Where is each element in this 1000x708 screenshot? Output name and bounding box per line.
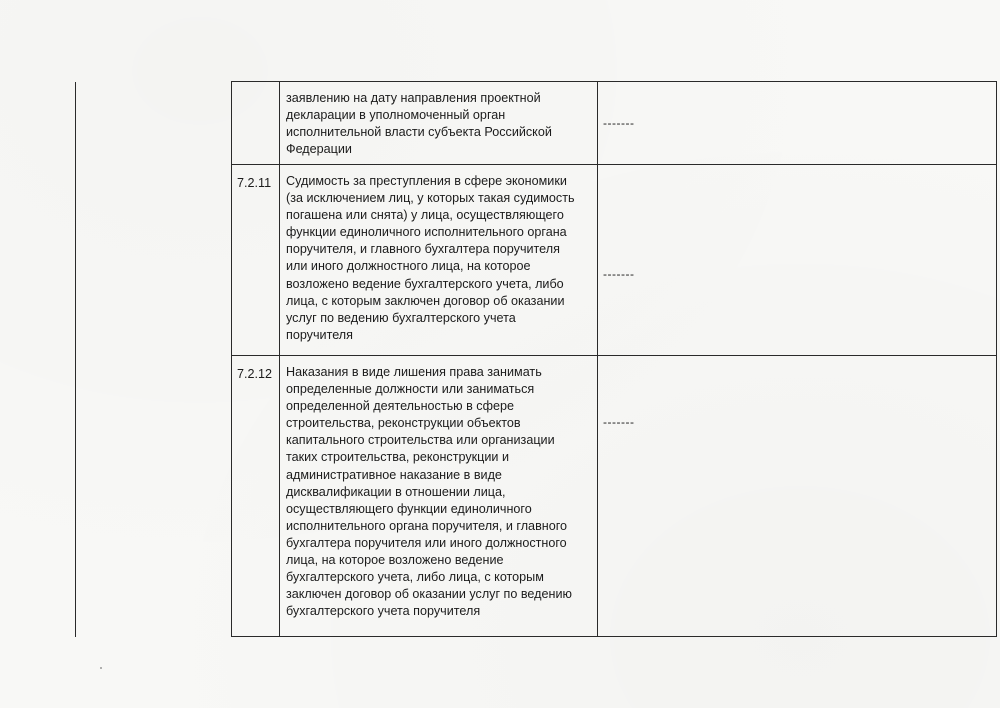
- description-line: функции единоличного исполнительного органа: [286, 225, 567, 240]
- description-line: поручителя: [286, 327, 353, 342]
- item-description: [280, 165, 597, 348]
- margin-cell: [76, 356, 232, 637]
- margin-cell: [76, 82, 232, 165]
- item-value-cell: [598, 82, 997, 165]
- description-line: Наказания в виде лишения права занимать: [286, 365, 542, 379]
- description-line: бухгалтера поручителя или иного должностного: [286, 535, 567, 550]
- item-value-cell: [598, 165, 997, 356]
- description-line: строительства, реконструкции объектов: [286, 416, 521, 431]
- item-number-cell: [232, 82, 280, 165]
- item-description-cell: [280, 82, 598, 165]
- description-line: исполнительной власти субъекта Российской: [286, 125, 552, 140]
- description-line: лица, на которое возложено ведение: [286, 553, 504, 568]
- item-description: [280, 356, 597, 624]
- description-line: бухгалтерского учета, либо лица, с которым: [286, 570, 544, 585]
- item-number-cell: [232, 165, 280, 356]
- scan-speck: [100, 667, 102, 669]
- description-line: исполнительного органа поручителя, и главного: [286, 518, 568, 533]
- description-line: капитального строительства или организации: [286, 433, 555, 448]
- item-number-cell: [232, 356, 280, 637]
- table-row: [76, 165, 997, 356]
- description-line: погашена или снята) у лица, осуществляющего: [286, 208, 564, 223]
- description-line: административное наказание в виде: [286, 467, 502, 482]
- description-line: таких строительства, реконструкции и: [286, 450, 509, 465]
- description-line: осуществляющего функции единоличного: [286, 501, 532, 516]
- item-value: -------: [603, 267, 635, 281]
- description-line: или иного должностного лица, на которое: [286, 259, 531, 274]
- item-description-cell: [280, 165, 598, 356]
- description-line: возложено ведение бухгалтерского учета, либо: [286, 276, 564, 291]
- document-table: [75, 81, 997, 637]
- description-line: услуг по ведению бухгалтерского учета: [286, 310, 516, 325]
- description-line: определенные должности или заниматься: [286, 382, 535, 397]
- item-number: 7.2.12: [237, 367, 273, 381]
- item-number: [232, 82, 279, 92]
- item-number: 7.2.11: [237, 176, 272, 190]
- item-value-cell: [598, 356, 997, 637]
- table-row: [76, 82, 997, 165]
- description-line: Федерации: [286, 142, 352, 157]
- item-description: [280, 82, 597, 162]
- table-row: [76, 356, 997, 637]
- description-line: заявлению на дату направления проектной: [286, 91, 541, 105]
- item-value: -------: [603, 116, 635, 130]
- item-value: -------: [603, 415, 635, 429]
- description-line: (за исключением лиц, у которых такая судимость: [286, 191, 575, 206]
- description-line: лица, с которым заключен договор об оказании: [286, 293, 565, 308]
- description-line: заключен договор об оказании услуг по ведению: [286, 587, 572, 602]
- description-line: бухгалтерского учета поручителя: [286, 604, 481, 619]
- description-line: поручителя, и главного бухгалтера поручителя: [286, 242, 560, 257]
- description-line: дисквалификации в отношении лица,: [286, 484, 506, 499]
- item-description-cell: [280, 356, 598, 637]
- description-line: Судимость за преступления в сфере экономики: [286, 174, 567, 188]
- margin-cell: [76, 165, 232, 356]
- description-line: определенной деятельностью в сфере: [286, 399, 514, 414]
- description-line: декларации в уполномоченный орган: [286, 108, 506, 123]
